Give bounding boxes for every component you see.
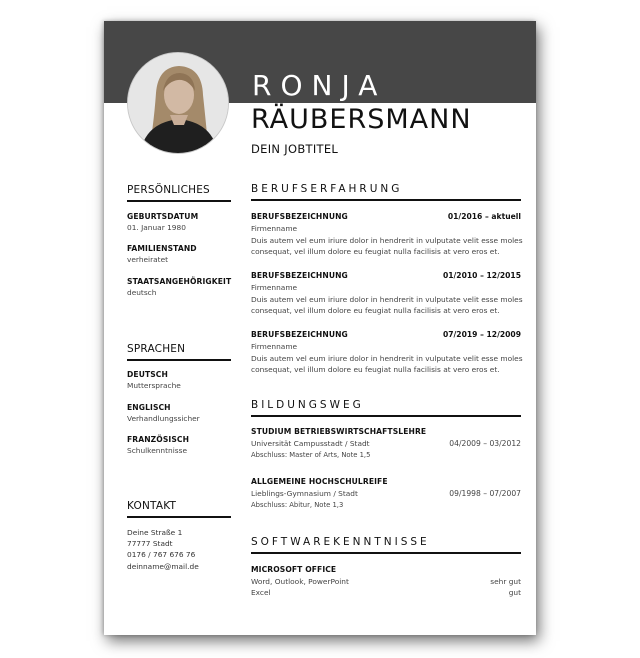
section-heading-experience: BERUFSERFAHRUNG — [251, 183, 521, 201]
contact-city: 77777 Stadt — [127, 539, 173, 549]
profile-photo — [127, 52, 229, 154]
experience-entry — [251, 271, 521, 316]
personal-item-value: 01. Januar 1980 — [127, 223, 186, 232]
experience-entry — [251, 212, 521, 257]
experience-company: Firmenname — [251, 283, 298, 292]
section-heading-software: SOFTWAREKENNTNISSE — [251, 536, 521, 554]
language-item — [127, 403, 237, 423]
education-date: 09/1998 – 07/2007 — [449, 489, 521, 498]
experience-description: Duis autem vel eum iriure dolor in hendrerit in vulputate velit esse moles consequat, vel illum dolore eu feugiat nulla facilisis at vero eros et. — [251, 236, 523, 256]
language-level: Schulkenntnisse — [127, 446, 187, 455]
education-title: ALLGEMEINE HOCHSCHULREIFE — [251, 477, 388, 486]
experience-title: BERUFSBEZEICHNUNG — [251, 271, 348, 280]
personal-item-value: verheiratet — [127, 255, 169, 264]
job-title: DEIN JOBTITEL — [251, 142, 339, 156]
software-title: MICROSOFT OFFICE — [251, 565, 337, 574]
education-title: STUDIUM BETRIEBSWIRTSCHAFTSLEHRE — [251, 427, 427, 436]
language-level: Verhandlungssicher — [127, 414, 200, 423]
section-heading-personal: PERSÖNLICHES — [127, 184, 231, 202]
education-entry — [251, 477, 521, 509]
education-degree: Abschluss: Master of Arts, Note 1,5 — [251, 451, 371, 459]
personal-item — [127, 277, 237, 297]
software-level: sehr gut — [490, 577, 521, 586]
education-institution: Universität Campusstadt / Stadt — [251, 439, 370, 448]
education-date: 04/2009 – 03/2012 — [449, 439, 521, 448]
software-level: gut — [508, 588, 521, 597]
contact-email: deinname@mail.de — [127, 561, 199, 571]
software-row — [251, 577, 521, 586]
experience-title: BERUFSBEZEICHNUNG — [251, 330, 348, 339]
language-name: FRANZÖSISCH — [127, 435, 190, 444]
section-heading-languages: SPRACHEN — [127, 343, 231, 361]
software-row — [251, 588, 521, 597]
contact-phone: 0176 / 767 676 76 — [127, 550, 196, 560]
experience-description: Duis autem vel eum iriure dolor in hendrerit in vulputate velit esse moles consequat, vel illum dolore eu feugiat nulla facilisis at vero eros et. — [251, 354, 523, 374]
experience-title: BERUFSBEZEICHNUNG — [251, 212, 348, 221]
contact-street: Deine Straße 1 — [127, 528, 183, 537]
experience-date: 01/2016 – aktuell — [447, 212, 521, 221]
experience-date: 01/2010 – 12/2015 — [442, 271, 521, 280]
education-degree: Abschluss: Abitur, Note 1,3 — [251, 501, 344, 509]
contact-block — [127, 527, 237, 572]
first-name: RONJA — [252, 69, 387, 102]
personal-item — [127, 212, 237, 232]
education-institution: Lieblings-Gymnasium / Stadt — [251, 489, 358, 498]
personal-item-label: GEBURTSDATUM — [127, 212, 199, 221]
education-entry — [251, 427, 521, 459]
section-heading-contact: KONTAKT — [127, 500, 231, 518]
software-entry — [251, 565, 521, 597]
personal-item-label: FAMILIENSTAND — [127, 244, 197, 253]
person-portrait-icon — [128, 53, 229, 154]
section-heading-education: BILDUNGSWEG — [251, 399, 521, 417]
experience-date: 07/2019 – 12/2009 — [442, 330, 521, 339]
experience-description: Duis autem vel eum iriure dolor in hendrerit in vulputate velit esse moles consequat, vel illum dolore eu feugiat nulla facilisis at vero eros et. — [251, 295, 523, 315]
language-item — [127, 370, 237, 390]
language-item — [127, 435, 237, 455]
experience-entry — [251, 330, 521, 375]
resume-page — [104, 21, 536, 635]
personal-item-value: deutsch — [127, 288, 157, 297]
language-name: ENGLISCH — [127, 403, 171, 412]
language-name: DEUTSCH — [127, 370, 168, 379]
experience-company: Firmenname — [251, 342, 298, 351]
experience-company: Firmenname — [251, 224, 298, 233]
last-name: RÄUBERSMANN — [251, 104, 472, 135]
language-level: Muttersprache — [127, 381, 181, 390]
personal-item-label: STAATSANGEHÖRIGKEIT — [127, 277, 232, 286]
software-name: Word, Outlook, PowerPoint — [251, 577, 349, 586]
personal-item — [127, 244, 237, 264]
software-name: Excel — [251, 588, 271, 597]
